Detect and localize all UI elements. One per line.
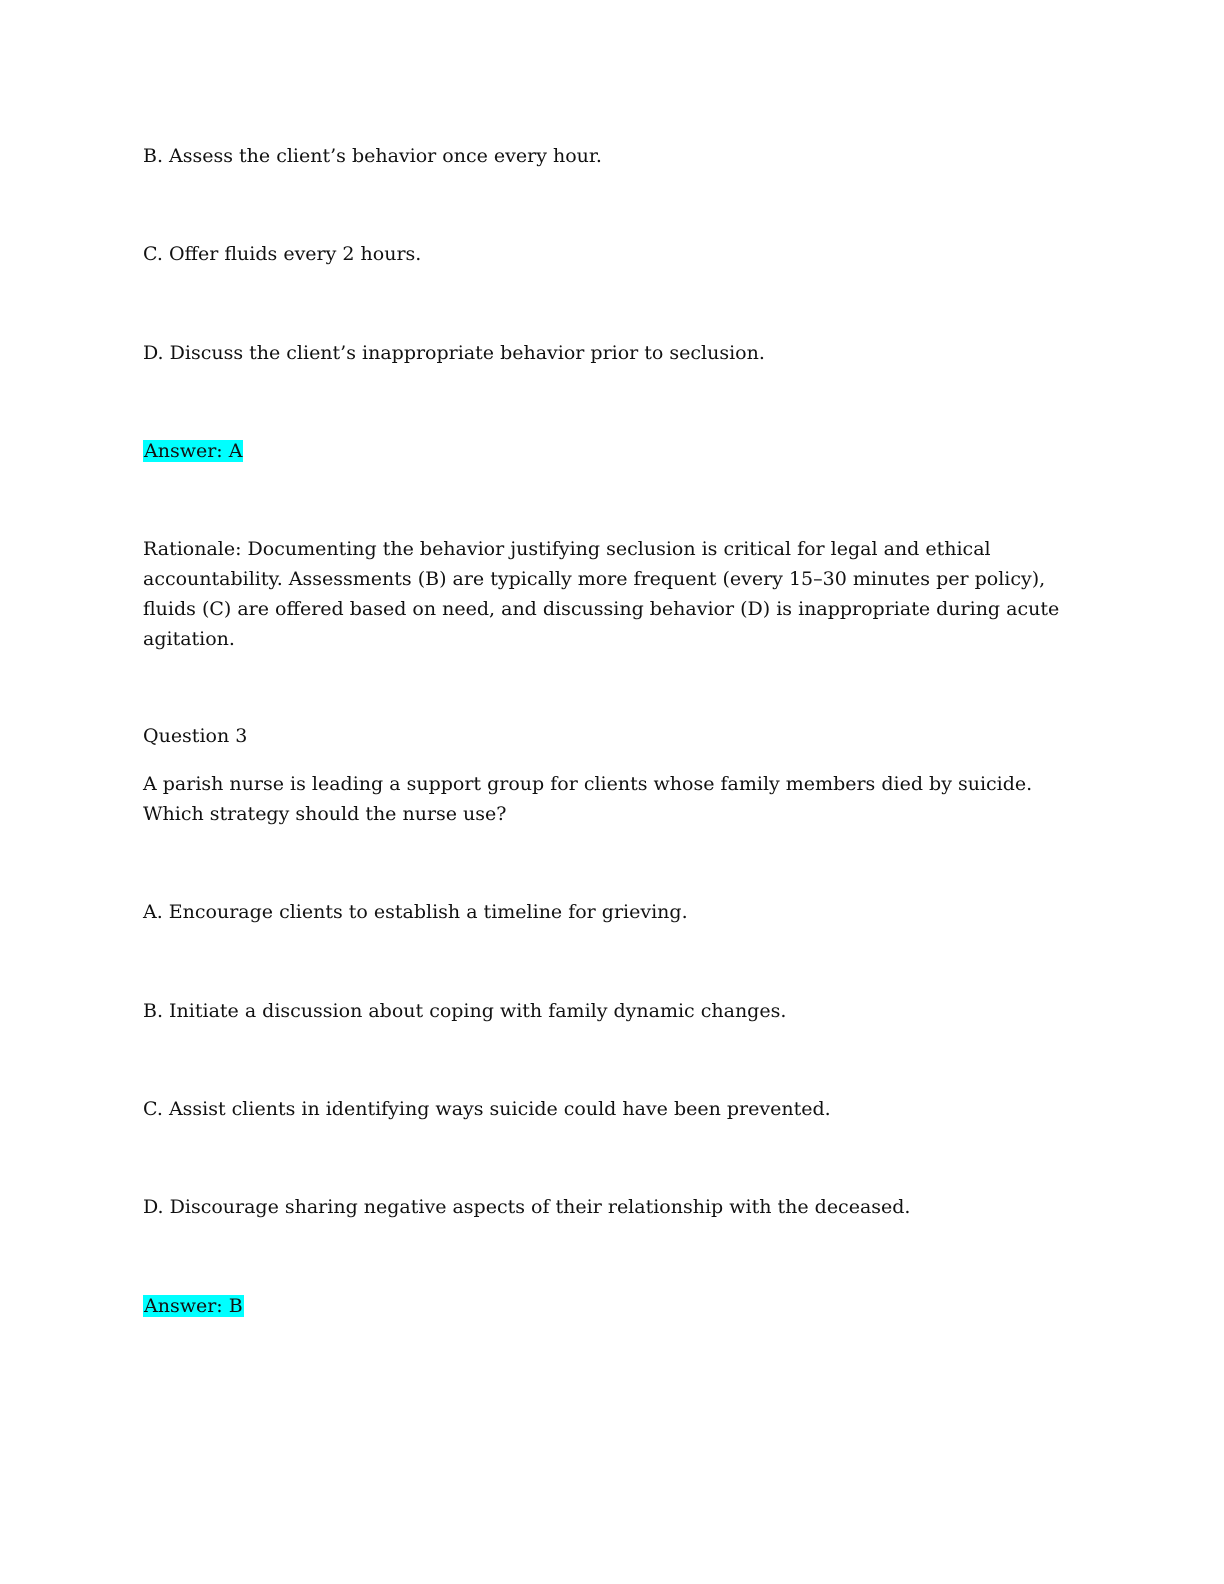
q2-option-b: B. Assess the client’s behavior once every hour. [143, 145, 602, 167]
q2-answer-line [143, 436, 243, 466]
q3-answer-highlight: Answer: B [144, 1295, 243, 1317]
q3-answer-line [143, 1291, 244, 1321]
q2-answer-highlight: Answer: A [144, 440, 243, 462]
q3-option-c: C. Assist clients in identifying ways suicide could have been prevented. [143, 1098, 831, 1120]
q3-stem: A parish nurse is leading a support group for clients whose family members died by suicide. Which strategy should the nurse use? [143, 773, 1033, 825]
q2-rationale: Rationale: Documenting the behavior justifying seclusion is critical for legal and ethical accountability. Assessments (B) are typically more frequent (every 15–30 minutes per policy), fluids (C) are offered based on need, and discussing behavior (D) is inappropriate during acute agitation. [143, 538, 1060, 650]
q2-option-d: D. Discuss the client’s inappropriate behavior prior to seclusion. [143, 342, 765, 364]
q3-option-b: B. Initiate a discussion about coping with family dynamic changes. [143, 1000, 787, 1022]
q3-option-a: A. Encourage clients to establish a timeline for grieving. [143, 901, 688, 923]
q2-option-c: C. Offer fluids every 2 hours. [143, 243, 422, 265]
q3-heading: Question 3 [143, 725, 248, 747]
q3-option-d: D. Discourage sharing negative aspects of their relationship with the deceased. [143, 1196, 911, 1218]
